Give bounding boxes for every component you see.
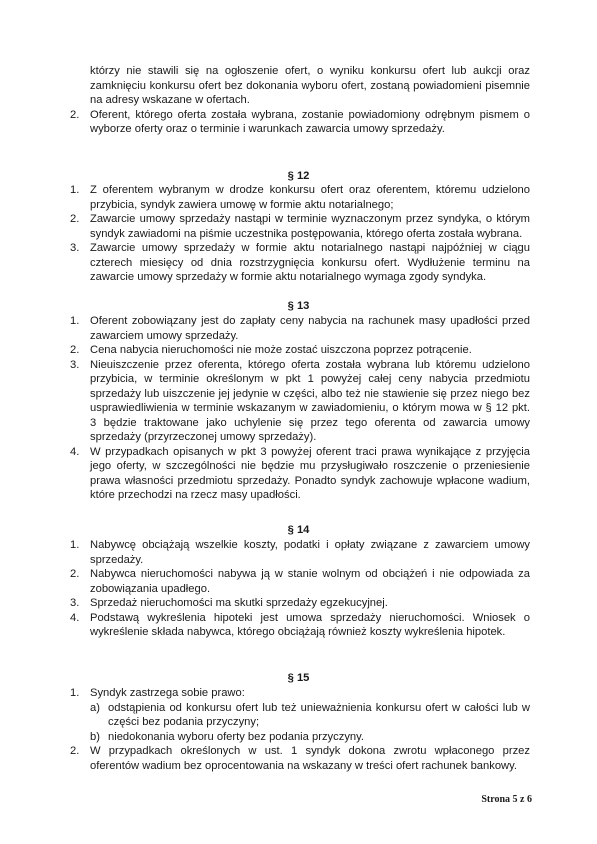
intro-section bbox=[70, 64, 530, 137]
item-text: Syndyk zastrzega sobie prawo: bbox=[90, 687, 245, 699]
sub-item-text: niedokonania wyboru oferty bez podania przyczyny. bbox=[108, 730, 365, 743]
section-heading-13: § 13 bbox=[287, 300, 310, 312]
item-text: Oferent, którego oferta została wybrana, zostanie powiadomiony odrębnym pismem o wyborze oferty oraz o terminie i warunkach zawarcia umowy sprzedaży. bbox=[90, 108, 530, 135]
item-number: 4. bbox=[70, 611, 80, 624]
item-number: 2. bbox=[70, 344, 80, 356]
item-text: Nabywcę obciążają wszelkie koszty, podatki i opłaty związane z zawarciem umowy sprzedaży. bbox=[90, 539, 530, 566]
section-15 bbox=[70, 686, 530, 773]
section-12 bbox=[70, 183, 530, 285]
item-text: Podstawą wykreślenia hipoteki jest umowa sprzedaży nieruchomości. Wniosek o wykreślenie składa nabywca, którego obciążają również koszty wykreślenia hipotek. bbox=[90, 611, 530, 638]
list-item bbox=[70, 358, 530, 445]
list-item bbox=[70, 596, 530, 611]
item-text: Nabywca nieruchomości nabywa ją w stanie wolnym od obciążeń i nie odpowiada za zobowiązania upadłego. bbox=[90, 568, 530, 595]
list-item bbox=[70, 744, 530, 773]
item-number: 1. bbox=[70, 315, 80, 327]
section-13 bbox=[70, 314, 530, 503]
page-number: Strona 5 z 6 bbox=[481, 794, 532, 805]
list-item bbox=[70, 212, 530, 241]
item-number: 3. bbox=[70, 242, 80, 254]
sub-item-label: b) bbox=[90, 730, 100, 743]
list-item bbox=[70, 611, 530, 640]
item-text: Z oferentem wybranym w drodze konkursu ofert oraz oferentem, któremu udzielono przybicia, syndyk zawiera umowę w formie aktu notarialnego; bbox=[90, 184, 530, 211]
sub-item-label: a) bbox=[90, 701, 100, 714]
item-text: Nieuiszczenie przez oferenta, którego oferta została wybrana lub któremu udzielono przybicia, w terminie określonym w pkt 1 powyżej całej ceny nabycia przedmiotu sprzedaży lub uiszczenie jej jedynie w części, albo też nie stawienie się przez niego bez usprawiedliwienia w terminie wskazanym w zawiadomieniu, o którym mowa w § 12 pkt. 3 będzie traktowane jako uchylenie się przez tego oferenta od zawarcia umowy sprzedaży (przyrzeczonej umowy sprzedaży). bbox=[90, 358, 530, 443]
item-text: W przypadkach opisanych w pkt 3 powyżej oferent traci prawa wynikające z przyjęcia jego oferty, w szczególności nie będzie mu przysługiwało roszczenie o przeniesienie prawa własności przedmiotu sprzedaży. Ponadto syndyk zachowuje wpłacone wadium, które przechodzi na rzecz masy upadłości. bbox=[90, 445, 530, 501]
item-text: Zawarcie umowy sprzedaży w formie aktu notarialnego nastąpi najpóźniej w ciągu czterech miesięcy od dnia rozstrzygnięcia konkursu ofert. Wydłużenie terminu na zawarcie umowy sprzedaży w formie aktu notarialnego wymaga zgody syndyka. bbox=[90, 242, 530, 283]
sub-item bbox=[90, 730, 530, 745]
item-text: Oferent zobowiązany jest do zapłaty ceny nabycia na rachunek masy upadłości przed zawarciem umowy sprzedaży. bbox=[90, 315, 530, 342]
list-item bbox=[70, 445, 530, 503]
item-number: 2. bbox=[70, 745, 80, 757]
item-number: 3. bbox=[70, 597, 80, 609]
list-item bbox=[70, 108, 530, 137]
list-item bbox=[70, 343, 530, 358]
item-text: W przypadkach określonych w ust. 1 syndyk dokona zwrotu wpłaconego przez oferentów wadium bez oprocentowania na wskazany w treści ofert rachunek bankowy. bbox=[90, 745, 530, 772]
item-number: 4. bbox=[70, 445, 80, 458]
section-heading-15: § 15 bbox=[287, 672, 310, 684]
sub-item bbox=[90, 701, 530, 730]
list-item bbox=[70, 686, 530, 701]
item-number: 1. bbox=[70, 687, 80, 699]
section-heading-12: § 12 bbox=[287, 170, 310, 182]
list-item bbox=[70, 241, 530, 285]
item-number: 1. bbox=[70, 184, 80, 196]
list-item bbox=[70, 183, 530, 212]
list-item bbox=[70, 314, 530, 343]
item-number: 2. bbox=[70, 568, 80, 580]
intro-continuation: którzy nie stawili się na ogłoszenie ofert, o wyniku konkursu ofert lub aukcji oraz zamknięciu konkursu ofert bez dokonania wyboru ofert, zostaną powiadomieni pisemnie na adresy wskazane w ofertach. bbox=[90, 65, 530, 106]
section-14 bbox=[70, 538, 530, 640]
list-item bbox=[70, 567, 530, 596]
section-heading-14: § 14 bbox=[287, 524, 310, 536]
item-number: 2. bbox=[70, 213, 80, 225]
item-number: 3. bbox=[70, 358, 80, 371]
item-text: Zawarcie umowy sprzedaży nastąpi w terminie wyznaczonym przez syndyka, o którym syndyk zawiadomi na piśmie uczestnika postępowania, którego oferta została wybrana. bbox=[90, 213, 530, 240]
item-number: 1. bbox=[70, 539, 80, 551]
item-text: Sprzedaż nieruchomości ma skutki sprzedaży egzekucyjnej. bbox=[90, 597, 388, 609]
sub-item-text: odstąpienia od konkursu ofert lub też unieważnienia konkursu ofert w całości lub w części bez podania przyczyny; bbox=[108, 701, 530, 728]
list-item bbox=[70, 538, 530, 567]
item-number: 2. bbox=[70, 108, 80, 121]
item-text: Cena nabycia nieruchomości nie może zostać uiszczona poprzez potrącenie. bbox=[90, 344, 472, 356]
